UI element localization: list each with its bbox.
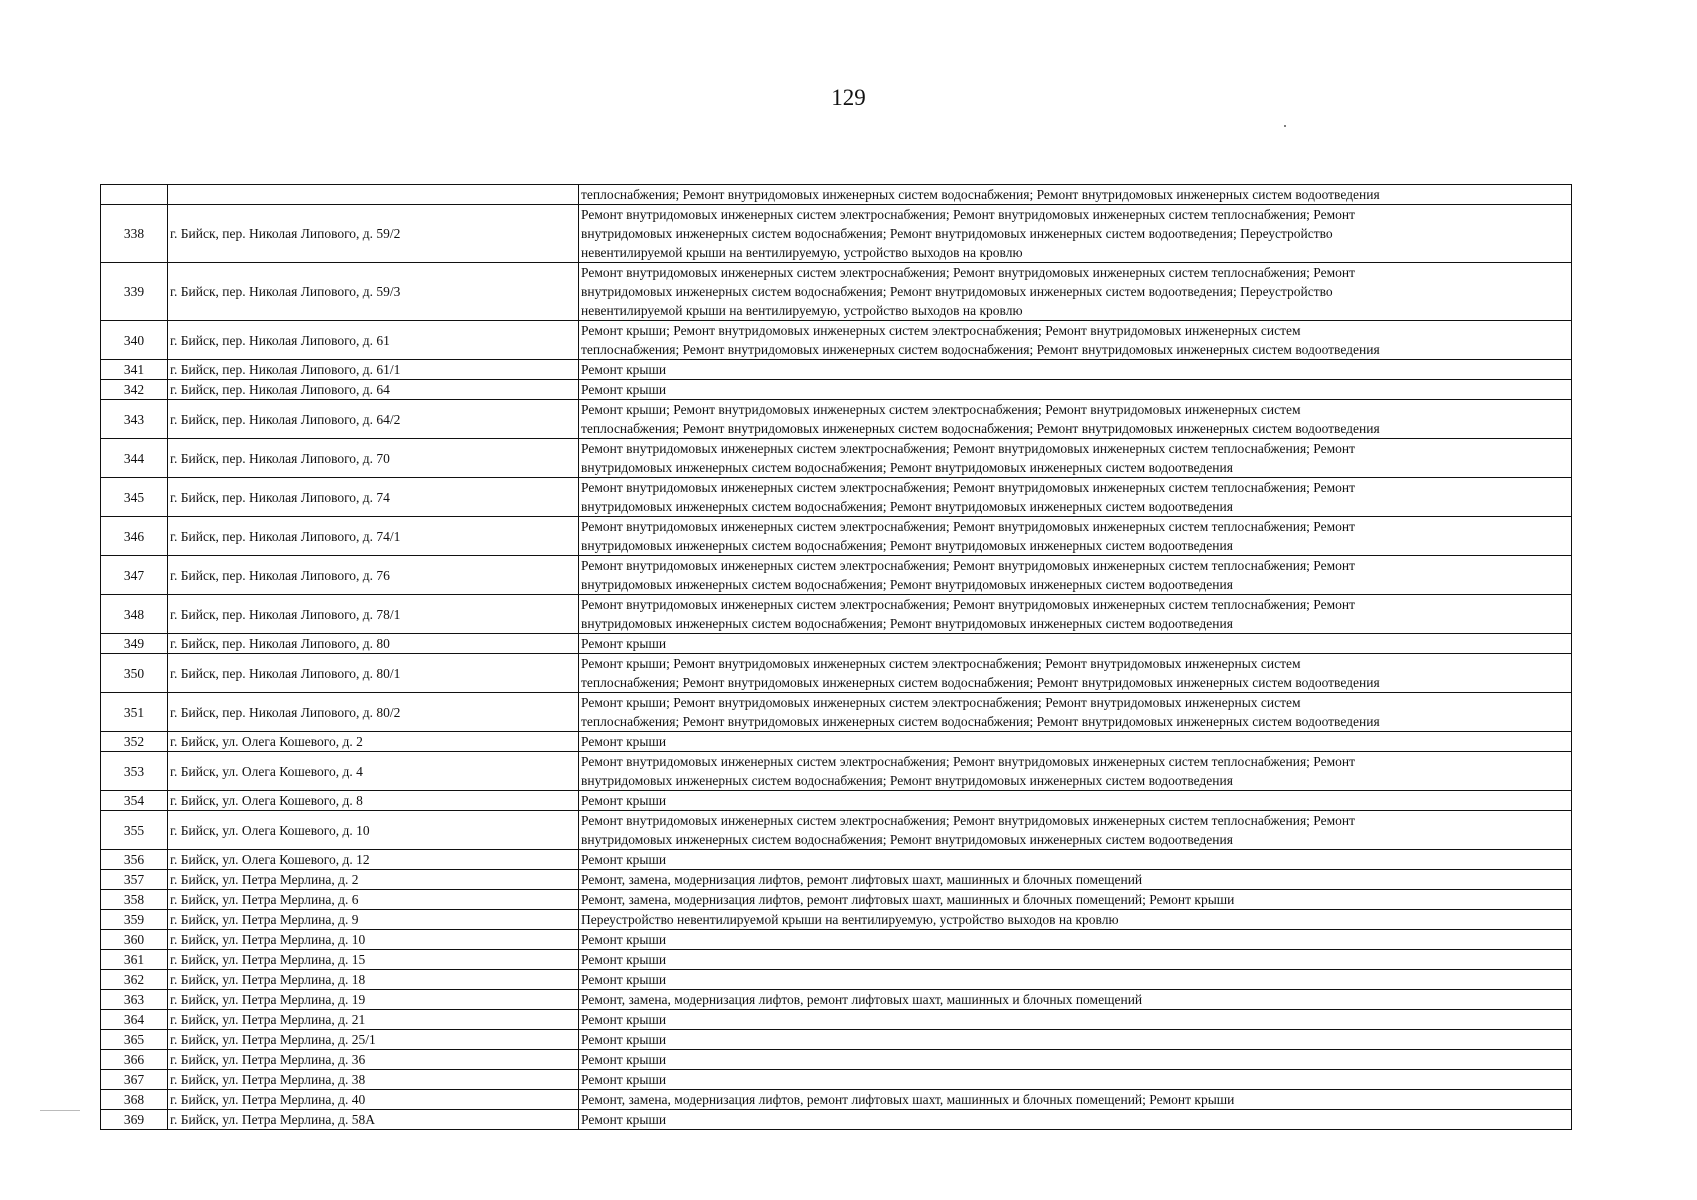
work-line: теплоснабжения; Ремонт внутридомовых инженерных систем водоснабжения; Ремонт внутридомовых инженерных систем водоотведения [581, 342, 1380, 357]
table-row [101, 890, 1572, 910]
work-line: внутридомовых инженерных систем водоснабжения; Ремонт внутридомовых инженерных систем водоотведения [581, 538, 1233, 553]
work-line: Ремонт крыши [581, 793, 667, 808]
work-line: внутридомовых инженерных систем водоснабжения; Ремонт внутридомовых инженерных систем водоотведения; Переустройство [581, 226, 1333, 241]
work-line: Ремонт крыши; Ремонт внутридомовых инженерных систем электроснабжения; Ремонт внутридомовых инженерных систем [581, 402, 1301, 417]
table-row [101, 1010, 1572, 1030]
work-line: теплоснабжения; Ремонт внутридомовых инженерных систем водоснабжения; Ремонт внутридомовых инженерных систем водоотведения [581, 675, 1380, 690]
address-cell: г. Бийск, ул. Петра Мерлина, д. 36 [168, 1050, 579, 1070]
work-cell [579, 990, 1572, 1010]
work-line: невентилируемой крыши на вентилируемую, устройство выходов на кровлю [581, 245, 1023, 260]
table-row [101, 360, 1572, 380]
table-row [101, 478, 1572, 517]
repair-table-container [100, 184, 1572, 1130]
address-cell: г. Бийск, ул. Петра Мерлина, д. 10 [168, 930, 579, 950]
work-cell [579, 1030, 1572, 1050]
table-row [101, 205, 1572, 263]
row-number-cell: 362 [101, 970, 168, 990]
work-cell [579, 732, 1572, 752]
work-line: невентилируемой крыши на вентилируемую, устройство выходов на кровлю [581, 303, 1023, 318]
row-number-cell: 369 [101, 1110, 168, 1130]
work-line: Ремонт внутридомовых инженерных систем электроснабжения; Ремонт внутридомовых инженерных систем теплоснабжения; Ремонт [581, 813, 1356, 828]
work-cell [579, 930, 1572, 950]
table-row [101, 321, 1572, 360]
work-line: Ремонт внутридомовых инженерных систем электроснабжения; Ремонт внутридомовых инженерных систем теплоснабжения; Ремонт [581, 597, 1356, 612]
work-line: Ремонт крыши [581, 1052, 667, 1067]
row-number-cell: 348 [101, 595, 168, 634]
table-row [101, 850, 1572, 870]
work-cell [579, 1090, 1572, 1110]
work-cell [579, 185, 1572, 205]
work-line: Ремонт внутридомовых инженерных систем электроснабжения; Ремонт внутридомовых инженерных систем теплоснабжения; Ремонт [581, 519, 1356, 534]
work-cell [579, 850, 1572, 870]
work-cell [579, 360, 1572, 380]
work-line: Ремонт крыши [581, 1032, 667, 1047]
table-row [101, 380, 1572, 400]
table-row [101, 654, 1572, 693]
work-cell [579, 950, 1572, 970]
work-cell [579, 263, 1572, 321]
address-cell: г. Бийск, пер. Николая Липового, д. 74 [168, 478, 579, 517]
address-cell: г. Бийск, пер. Николая Липового, д. 61 [168, 321, 579, 360]
address-cell: г. Бийск, пер. Николая Липового, д. 80/2 [168, 693, 579, 732]
address-cell: г. Бийск, ул. Петра Мерлина, д. 58А [168, 1110, 579, 1130]
address-cell: г. Бийск, пер. Николая Липового, д. 70 [168, 439, 579, 478]
table-row [101, 1090, 1572, 1110]
work-line: теплоснабжения; Ремонт внутридомовых инженерных систем водоснабжения; Ремонт внутридомовых инженерных систем водоотведения [581, 714, 1380, 729]
row-number-cell: 361 [101, 950, 168, 970]
table-row [101, 400, 1572, 439]
work-cell [579, 910, 1572, 930]
address-cell: г. Бийск, ул. Петра Мерлина, д. 38 [168, 1070, 579, 1090]
table-row [101, 752, 1572, 791]
address-cell: г. Бийск, пер. Николая Липового, д. 74/1 [168, 517, 579, 556]
table-row [101, 950, 1572, 970]
work-line: теплоснабжения; Ремонт внутридомовых инженерных систем водоснабжения; Ремонт внутридомовых инженерных систем водоотведения [581, 421, 1380, 436]
address-cell: г. Бийск, ул. Петра Мерлина, д. 15 [168, 950, 579, 970]
address-cell: г. Бийск, ул. Олега Кошевого, д. 10 [168, 811, 579, 850]
row-number-cell: 340 [101, 321, 168, 360]
table-row [101, 930, 1572, 950]
table-row [101, 811, 1572, 850]
row-number-cell: 365 [101, 1030, 168, 1050]
work-cell [579, 556, 1572, 595]
row-number-cell: 353 [101, 752, 168, 791]
work-cell [579, 1110, 1572, 1130]
address-cell: г. Бийск, ул. Петра Мерлина, д. 9 [168, 910, 579, 930]
table-row [101, 970, 1572, 990]
row-number-cell: 354 [101, 791, 168, 811]
work-line: Ремонт крыши [581, 1072, 667, 1087]
work-line: Ремонт, замена, модернизация лифтов, ремонт лифтовых шахт, машинных и блочных помещений [581, 992, 1143, 1007]
work-cell [579, 1050, 1572, 1070]
work-line: Ремонт крыши; Ремонт внутридомовых инженерных систем электроснабжения; Ремонт внутридомовых инженерных систем [581, 695, 1301, 710]
address-cell [168, 185, 579, 205]
work-cell [579, 870, 1572, 890]
work-line: Ремонт крыши [581, 952, 667, 967]
work-line: Ремонт внутридомовых инженерных систем электроснабжения; Ремонт внутридомовых инженерных систем теплоснабжения; Ремонт [581, 754, 1356, 769]
table-row [101, 791, 1572, 811]
work-cell [579, 890, 1572, 910]
row-number-cell: 343 [101, 400, 168, 439]
work-cell [579, 1010, 1572, 1030]
row-number-cell: 344 [101, 439, 168, 478]
row-number-cell: 346 [101, 517, 168, 556]
work-cell [579, 321, 1572, 360]
row-number-cell: 366 [101, 1050, 168, 1070]
work-cell [579, 517, 1572, 556]
row-number-cell: 342 [101, 380, 168, 400]
address-cell: г. Бийск, пер. Николая Липового, д. 61/1 [168, 360, 579, 380]
table-row [101, 1110, 1572, 1130]
work-cell [579, 205, 1572, 263]
table-row [101, 870, 1572, 890]
address-cell: г. Бийск, ул. Олега Кошевого, д. 8 [168, 791, 579, 811]
row-number-cell: 364 [101, 1010, 168, 1030]
row-number-cell: 368 [101, 1090, 168, 1110]
work-cell [579, 400, 1572, 439]
scan-mark [40, 1110, 80, 1111]
table-row [101, 693, 1572, 732]
address-cell: г. Бийск, ул. Петра Мерлина, д. 2 [168, 870, 579, 890]
work-cell [579, 634, 1572, 654]
address-cell: г. Бийск, ул. Петра Мерлина, д. 21 [168, 1010, 579, 1030]
work-line: внутридомовых инженерных систем водоснабжения; Ремонт внутридомовых инженерных систем водоотведения [581, 616, 1233, 631]
page-number: 129 [831, 85, 866, 110]
work-line: Ремонт внутридомовых инженерных систем электроснабжения; Ремонт внутридомовых инженерных систем теплоснабжения; Ремонт [581, 265, 1356, 280]
address-cell: г. Бийск, ул. Олега Кошевого, д. 4 [168, 752, 579, 791]
row-number-cell: 341 [101, 360, 168, 380]
table-row [101, 1070, 1572, 1090]
table-row [101, 439, 1572, 478]
table-row-continuation [101, 185, 1572, 205]
work-line: Ремонт внутридомовых инженерных систем электроснабжения; Ремонт внутридомовых инженерных систем теплоснабжения; Ремонт [581, 207, 1356, 222]
work-line: Ремонт крыши [581, 852, 667, 867]
work-line: внутридомовых инженерных систем водоснабжения; Ремонт внутридомовых инженерных систем водоотведения [581, 577, 1233, 592]
work-line: внутридомовых инженерных систем водоснабжения; Ремонт внутридомовых инженерных систем водоотведения [581, 499, 1233, 514]
work-line: Ремонт крыши [581, 382, 667, 397]
table-row [101, 517, 1572, 556]
row-number-cell: 359 [101, 910, 168, 930]
work-cell [579, 752, 1572, 791]
address-cell: г. Бийск, пер. Николая Липового, д. 76 [168, 556, 579, 595]
work-cell [579, 595, 1572, 634]
work-cell [579, 791, 1572, 811]
row-number-cell: 358 [101, 890, 168, 910]
work-cell [579, 478, 1572, 517]
table-row [101, 1030, 1572, 1050]
work-line: теплоснабжения; Ремонт внутридомовых инженерных систем водоснабжения; Ремонт внутридомовых инженерных систем водоотведения [581, 187, 1380, 202]
row-number-cell: 350 [101, 654, 168, 693]
work-line: Ремонт крыши [581, 734, 667, 749]
address-cell: г. Бийск, пер. Николая Липового, д. 59/3 [168, 263, 579, 321]
table-row [101, 263, 1572, 321]
work-line: Ремонт крыши [581, 932, 667, 947]
work-cell [579, 811, 1572, 850]
work-line: Ремонт крыши; Ремонт внутридомовых инженерных систем электроснабжения; Ремонт внутридомовых инженерных систем [581, 323, 1301, 338]
address-cell: г. Бийск, пер. Николая Липового, д. 80 [168, 634, 579, 654]
scan-dot [1284, 125, 1286, 127]
row-number-cell: 360 [101, 930, 168, 950]
table-row [101, 634, 1572, 654]
address-cell: г. Бийск, ул. Петра Мерлина, д. 40 [168, 1090, 579, 1110]
address-cell: г. Бийск, пер. Николая Липового, д. 80/1 [168, 654, 579, 693]
table-row [101, 732, 1572, 752]
row-number-cell: 349 [101, 634, 168, 654]
address-cell: г. Бийск, ул. Петра Мерлина, д. 19 [168, 990, 579, 1010]
work-line: Ремонт крыши [581, 636, 667, 651]
work-line: Ремонт крыши [581, 1112, 667, 1127]
work-line: Ремонт, замена, модернизация лифтов, ремонт лифтовых шахт, машинных и блочных помещений; Ремонт крыши [581, 892, 1235, 907]
work-line: Ремонт крыши [581, 972, 667, 987]
table-row [101, 990, 1572, 1010]
work-line: внутридомовых инженерных систем водоснабжения; Ремонт внутридомовых инженерных систем водоотведения [581, 460, 1233, 475]
work-line: Ремонт крыши [581, 1012, 667, 1027]
work-line: Ремонт, замена, модернизация лифтов, ремонт лифтовых шахт, машинных и блочных помещений; Ремонт крыши [581, 1092, 1235, 1107]
work-line: внутридомовых инженерных систем водоснабжения; Ремонт внутридомовых инженерных систем водоотведения [581, 773, 1233, 788]
table-row [101, 595, 1572, 634]
table-row [101, 556, 1572, 595]
row-number-cell: 356 [101, 850, 168, 870]
table-row [101, 1050, 1572, 1070]
work-cell [579, 970, 1572, 990]
work-cell [579, 439, 1572, 478]
address-cell: г. Бийск, ул. Олега Кошевого, д. 2 [168, 732, 579, 752]
row-number-cell: 347 [101, 556, 168, 595]
address-cell: г. Бийск, пер. Николая Липового, д. 64/2 [168, 400, 579, 439]
address-cell: г. Бийск, ул. Петра Мерлина, д. 6 [168, 890, 579, 910]
row-number-cell: 367 [101, 1070, 168, 1090]
row-number-cell: 338 [101, 205, 168, 263]
work-line: Ремонт крыши [581, 362, 667, 377]
table-row [101, 910, 1572, 930]
row-number-cell: 363 [101, 990, 168, 1010]
work-line: внутридомовых инженерных систем водоснабжения; Ремонт внутридомовых инженерных систем водоотведения; Переустройство [581, 284, 1333, 299]
address-cell: г. Бийск, пер. Николая Липового, д. 78/1 [168, 595, 579, 634]
work-line: Ремонт внутридомовых инженерных систем электроснабжения; Ремонт внутридомовых инженерных систем теплоснабжения; Ремонт [581, 480, 1356, 495]
repair-table-body [101, 185, 1572, 1130]
work-line: Ремонт, замена, модернизация лифтов, ремонт лифтовых шахт, машинных и блочных помещений [581, 872, 1143, 887]
work-line: Ремонт внутридомовых инженерных систем электроснабжения; Ремонт внутридомовых инженерных систем теплоснабжения; Ремонт [581, 441, 1356, 456]
row-number-cell: 351 [101, 693, 168, 732]
row-number-cell: 357 [101, 870, 168, 890]
work-cell [579, 654, 1572, 693]
address-cell: г. Бийск, ул. Петра Мерлина, д. 18 [168, 970, 579, 990]
work-line: Ремонт внутридомовых инженерных систем электроснабжения; Ремонт внутридомовых инженерных систем теплоснабжения; Ремонт [581, 558, 1356, 573]
address-cell: г. Бийск, пер. Николая Липового, д. 64 [168, 380, 579, 400]
row-number-cell: 352 [101, 732, 168, 752]
repair-table [100, 184, 1572, 1130]
work-cell [579, 380, 1572, 400]
address-cell: г. Бийск, пер. Николая Липового, д. 59/2 [168, 205, 579, 263]
address-cell: г. Бийск, ул. Петра Мерлина, д. 25/1 [168, 1030, 579, 1050]
work-cell [579, 693, 1572, 732]
work-line: Ремонт крыши; Ремонт внутридомовых инженерных систем электроснабжения; Ремонт внутридомовых инженерных систем [581, 656, 1301, 671]
row-number-cell: 355 [101, 811, 168, 850]
row-number-cell [101, 185, 168, 205]
work-line: Переустройство невентилируемой крыши на вентилируемую, устройство выходов на кровлю [581, 912, 1119, 927]
row-number-cell: 339 [101, 263, 168, 321]
work-cell [579, 1070, 1572, 1090]
row-number-cell: 345 [101, 478, 168, 517]
address-cell: г. Бийск, ул. Олега Кошевого, д. 12 [168, 850, 579, 870]
work-line: внутридомовых инженерных систем водоснабжения; Ремонт внутридомовых инженерных систем водоотведения [581, 832, 1233, 847]
